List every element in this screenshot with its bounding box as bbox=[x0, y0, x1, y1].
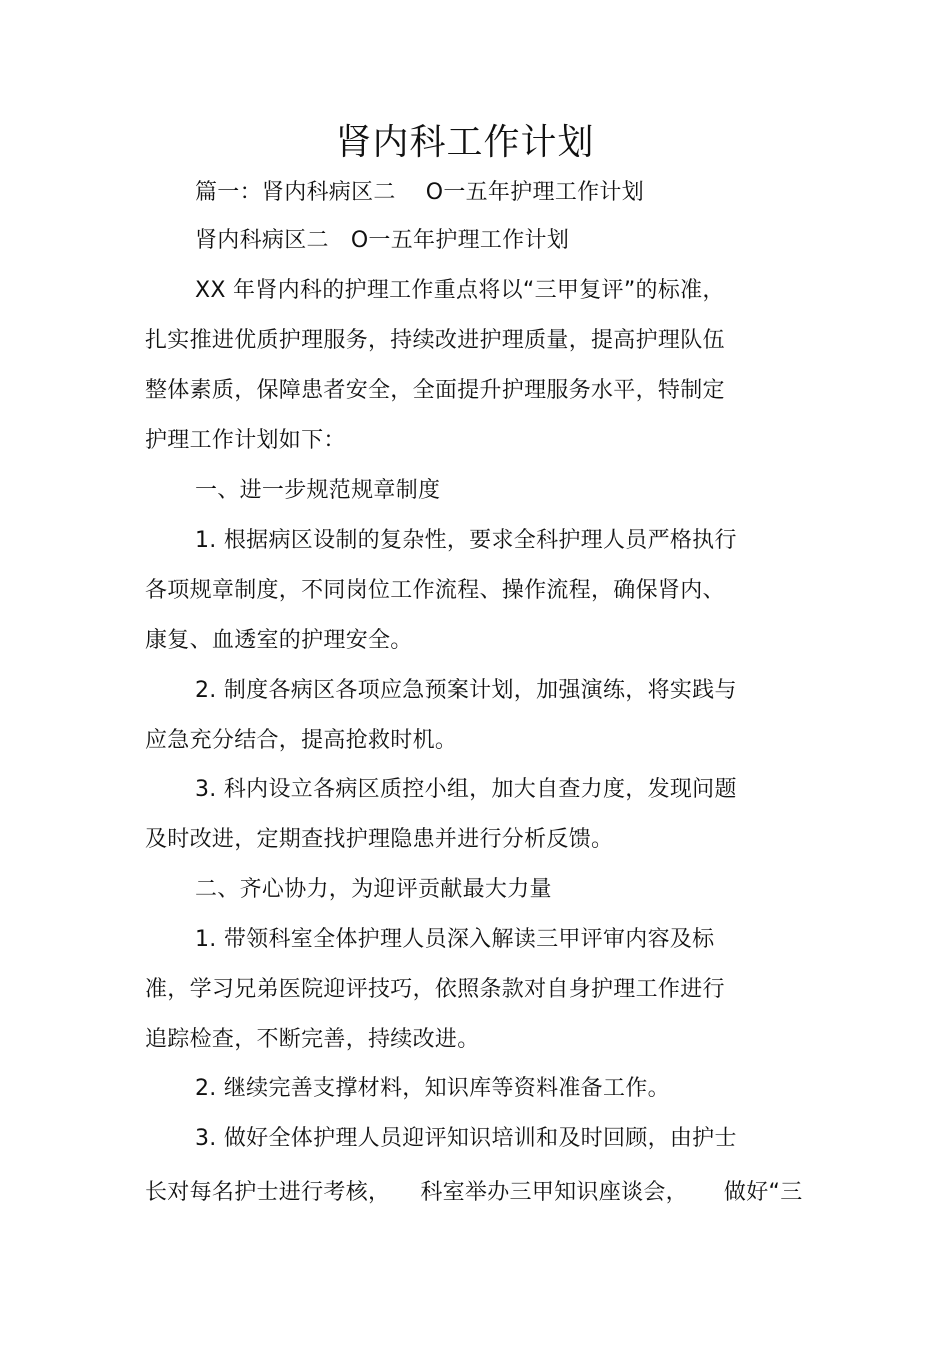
s1-item3-line-2: 及时改进，定期查找护理隐患并进行分析反馈。 bbox=[145, 827, 614, 852]
subtitle-part-1: 篇一：肾内科病区二 bbox=[195, 180, 396, 205]
s2-item3-line-2 bbox=[145, 1177, 803, 1209]
intro-line-3: 整体素质，保障患者安全，全面提升护理服务水平，特制定 bbox=[145, 378, 725, 403]
s1-item3-line-1: 3. 科内设立各病区质控小组，加大自查力度，发现问题 bbox=[195, 777, 737, 802]
section-1-title: 一、进一步规范规章制度 bbox=[195, 478, 441, 503]
s2-item3-line-1: 3. 做好全体护理人员迎评知识培训和及时回顾，由护士 bbox=[195, 1126, 737, 1151]
s2-item3-segment-1: 长对每名护士进行考核， bbox=[145, 1180, 391, 1205]
s2-item3-segment-2: 科室举办三甲知识座谈会， bbox=[420, 1180, 688, 1205]
intro-line-4: 护理工作计划如下： bbox=[145, 428, 346, 453]
subtitle-part-2: O一五年护理工作计划 bbox=[425, 180, 645, 205]
document-title: 肾内科工作计划 bbox=[335, 122, 595, 163]
intro-line-2: 扎实推进优质护理服务，持续改进护理质量，提高护理队伍 bbox=[145, 328, 725, 353]
heading-part-2: O一五年护理工作计划 bbox=[350, 228, 570, 253]
s1-item1-line-1: 1. 根据病区设制的复杂性，要求全科护理人员严格执行 bbox=[195, 528, 737, 553]
s1-item2-line-1: 2. 制度各病区各项应急预案计划，加强演练，将实践与 bbox=[195, 678, 737, 703]
heading-line bbox=[195, 225, 569, 257]
s1-item1-line-2: 各项规章制度，不同岗位工作流程、操作流程，确保肾内、 bbox=[145, 578, 725, 603]
s2-item1-line-3: 追踪检查，不断完善，持续改进。 bbox=[145, 1027, 480, 1052]
subtitle-line bbox=[195, 177, 644, 209]
s2-item1-line-1: 1. 带领科室全体护理人员深入解读三甲评审内容及标 bbox=[195, 927, 715, 952]
intro-line-1: XX 年肾内科的护理工作重点将以“三甲复评”的标准， bbox=[195, 278, 725, 303]
s2-item3-segment-3: 做好“三 bbox=[723, 1180, 803, 1205]
heading-part-1: 肾内科病区二 bbox=[195, 228, 329, 253]
section-2-title: 二、齐心协力，为迎评贡献最大力量 bbox=[195, 877, 552, 902]
s2-item1-line-2: 准，学习兄弟医院迎评技巧，依照条款对自身护理工作进行 bbox=[145, 977, 725, 1002]
s1-item1-line-3: 康复、血透室的护理安全。 bbox=[145, 628, 413, 653]
s2-item2-line-1: 2. 继续完善支撑材料，知识库等资料准备工作。 bbox=[195, 1076, 670, 1101]
s1-item2-line-2: 应急充分结合，提高抢救时机。 bbox=[145, 728, 458, 753]
